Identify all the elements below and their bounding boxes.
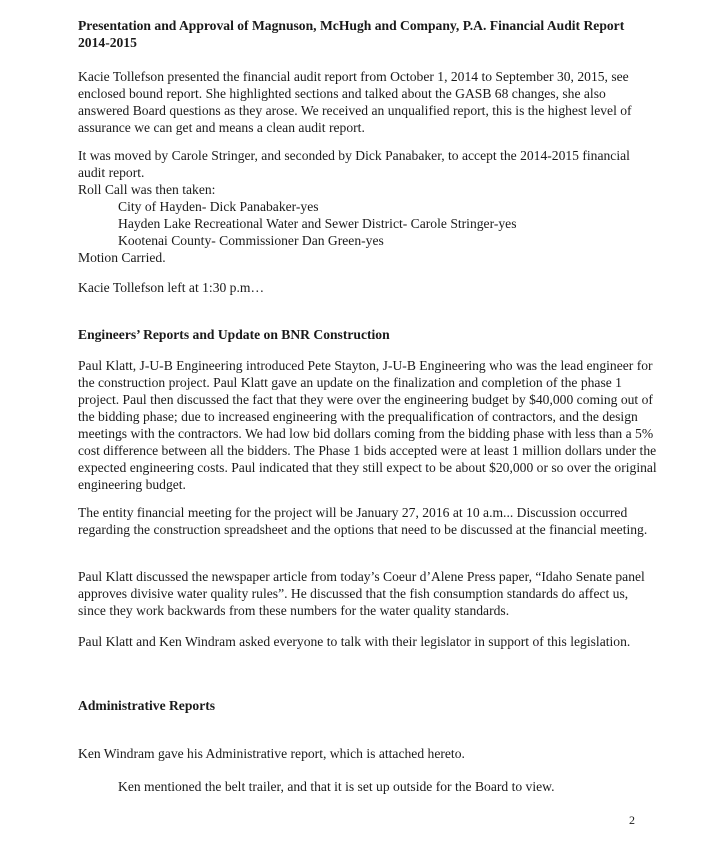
admin-paragraph-2: Ken mentioned the belt trailer, and that it is set up outside for the Board to view. — [118, 779, 555, 794]
vote-line: Hayden Lake Recreational Water and Sewer District- Carole Stringer-yes — [118, 216, 517, 231]
audit-section-heading: Presentation and Approval of Magnuson, McHugh and Company, P.A. Financial Audit Report 2014-2015 — [78, 18, 625, 50]
engineers-section-heading: Engineers’ Reports and Update on BNR Construction — [78, 327, 390, 342]
departure-note: Kacie Tollefson left at 1:30 p.m… — [78, 280, 265, 295]
audit-paragraph: Kacie Tollefson presented the financial audit report from October 1, 2014 to September 30, 2015, see enclosed bound report. She highlighted sections and talked about the GASB 68 changes, she also answered Board questions as they arose. We received an unqualified report, this is the highest level of assurance we can get and means a clean audit report. — [78, 69, 632, 135]
admin-section-heading: Administrative Reports — [78, 698, 216, 713]
engineers-paragraph-4: Paul Klatt and Ken Windram asked everyone to talk with their legislator in support of this legislation. — [78, 634, 631, 649]
roll-call-label: Roll Call was then taken: — [78, 182, 216, 197]
engineers-paragraph-2: The entity financial meeting for the project will be January 27, 2016 at 10 a.m... Discussion occurred regarding the construction spreadsheet and the options that need to be discussed at the financial meeting. — [78, 505, 648, 537]
engineers-paragraph-3: Paul Klatt discussed the newspaper article from today’s Coeur d’Alene Press paper, “Idaho Senate panel approves divisive water quality rules”. He discussed that the fish consumption standards do affect us, since they work backwards from these numbers for the water quality standards. — [78, 569, 645, 618]
roll-call-votes — [78, 198, 698, 249]
audit-motion: It was moved by Carole Stringer, and seconded by Dick Panabaker, to accept the 2014-2015 financial audit report. — [78, 148, 630, 180]
vote-line: City of Hayden- Dick Panabaker-yes — [118, 199, 319, 214]
page-number: 2 — [629, 813, 635, 827]
admin-paragraph-1: Ken Windram gave his Administrative report, which is attached hereto. — [78, 746, 465, 761]
vote-line: Kootenai County- Commissioner Dan Green-yes — [118, 233, 384, 248]
motion-carried: Motion Carried. — [78, 250, 166, 265]
engineers-paragraph-1: Paul Klatt, J-U-B Engineering introduced Pete Stayton, J-U-B Engineering who was the lead engineer for the construction project. Paul Klatt gave an update on the finalization and completion of the phase 1 project. Paul then discussed the fact that they were over the engineering budget by $40,000 coming out of the bidding phase; due to increased engineering with the prequalification of contractors, and the design meetings with the contractors. We had low bid dollars coming from the bidding phase with less than a 5% cost difference between all the bidders. The Phase 1 bids accepted were at least 1 million dollars under the expected engineering costs. Paul indicated that they still expect to be about $20,000 or so over the original engineering budget. — [78, 358, 657, 492]
